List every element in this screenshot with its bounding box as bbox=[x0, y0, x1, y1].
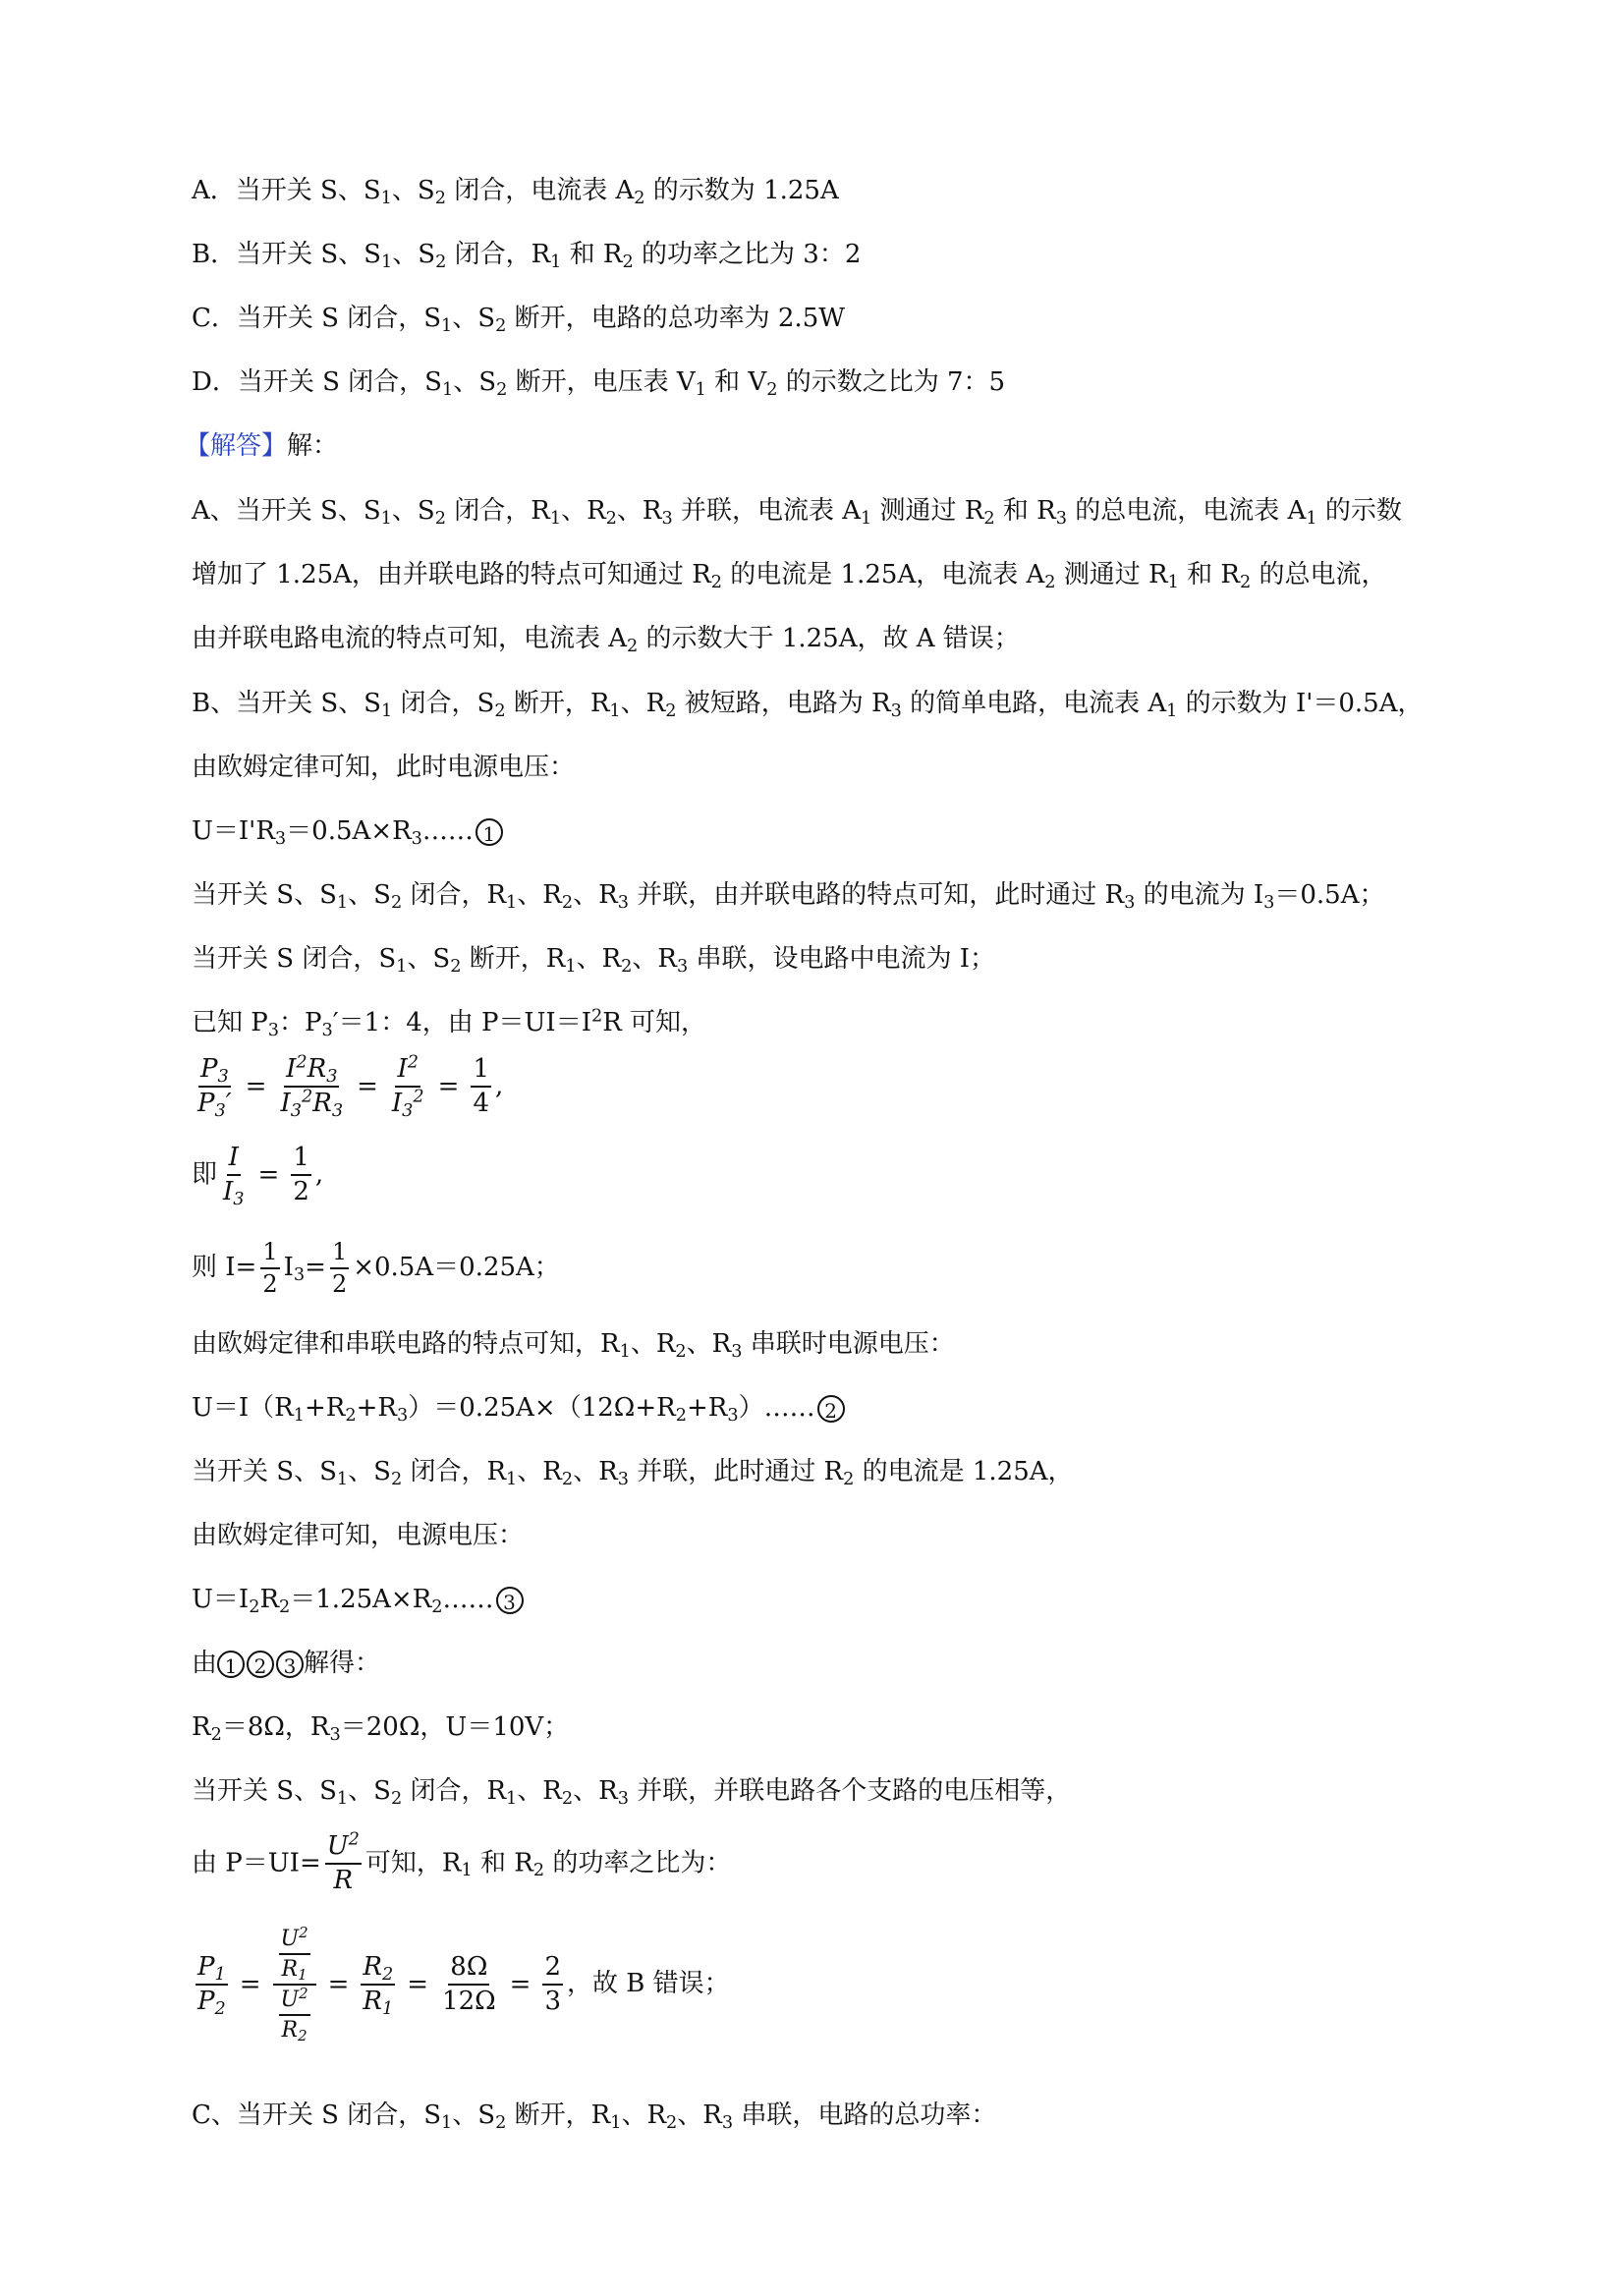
equation-3: $U=I_2R_2=1.25A\times R_2\dots\dots$ 3 bbox=[192, 1587, 524, 1614]
part-b-line-9: 当开关 S、$S_1$、$S_2$ 闭合，$R_1$、$R_2$、$R_3$ 并联，并联电路各个支路的电压相等， bbox=[192, 1776, 1072, 1809]
part-b-line-1: B、当开关 S、$S_1$ 闭合，$S_2$ 断开，$R_1$、$R_2$ 被短路，电路为 $R_3$ 的简单电路，电流表 $A_1$ 的示数为 I'＝0.5A， bbox=[192, 689, 1424, 721]
power-ratio-equation: $\frac{P_3}{P_3'}$ = $\frac{I^2R_3}{I_3^2R_3}$ = $\frac{I^2}{I_3^2}$ = $\frac{1}{4}$ , bbox=[197, 1052, 504, 1122]
option-c: C．当开关 S 闭合，$S_1$、$S_2$ 断开，电路的总功率为 2.5W bbox=[192, 304, 845, 336]
part-b-line-2: 由欧姆定律可知，此时电源电压： bbox=[192, 753, 576, 782]
answer-header-tail: 解： bbox=[287, 431, 339, 461]
answer-header-line bbox=[185, 433, 338, 459]
part-b-line-6: 由欧姆定律和串联电路的特点可知，$R_1$、$R_2$、$R_3$ 串联时电源电压： bbox=[192, 1329, 955, 1362]
power-ratio-result: $\frac{P_1}{P_2}$ = $\frac{\frac{U^2}{R_1}}{\frac{U^2}{R_2}}$ = $\frac{R_2}{R_1}$ = $\frac{8\Omega}{12\Omega}$ = $\frac{2}{3}$ ，故 B 错误； bbox=[197, 1923, 730, 2045]
current-value-equation: 则 I= $\frac{1}{2}$ $I_3=$ $\frac{1}{2}$ ×0.5A＝0.25A； bbox=[192, 1238, 560, 1299]
solve-line: 由 1 2 3 解得： bbox=[192, 1649, 381, 1678]
circled-3: 3 bbox=[496, 1587, 524, 1614]
part-a-line-1: A、当开关 S、$S_1$、$S_2$ 闭合，$R_1$、$R_2$、$R_3$ 并联，电流表 $A_1$ 测通过 $R_2$ 和 $R_3$ 的总电流，电流表 $A_1$ 的示数 bbox=[192, 496, 1402, 529]
circled-1: 1 bbox=[476, 818, 503, 846]
power-formula-line: 由 P＝UI= $\frac{U^2}{R}$ 可知，$R_1$ 和 $R_2$ 的功率之比为： bbox=[192, 1829, 732, 1896]
circled-2: 2 bbox=[817, 1395, 845, 1423]
equation-2: $U=I(R_1+R_2+R_3)=0.25A\times(12\Omega+R_2+R_3)\dots\dots$ 2 bbox=[192, 1395, 845, 1423]
part-b-line-5: 已知 $P_3$：$P_3'=1$：4，由 $P=UI=I^2R$ 可知， bbox=[192, 1006, 707, 1040]
part-a-line-3: 由并联电路电流的特点可知，电流表 $A_2$ 的示数大于 1.25A，故 A 错误； bbox=[192, 624, 1020, 656]
part-b-line-4: 当开关 S 闭合，$S_1$、$S_2$ 断开，$R_1$、$R_2$、$R_3$ 串联，设电路中电流为 I； bbox=[192, 944, 996, 977]
option-d: D．当开关 S 闭合，$S_1$、$S_2$ 断开，电压表 $V_1$ 和 $V_2$ 的示数之比为 7：5 bbox=[192, 367, 1006, 400]
part-c-line-1: C、当开关 S 闭合，$S_1$、$S_2$ 断开，$R_1$、$R_2$、$R_3$ 串联，电路的总功率： bbox=[192, 2100, 997, 2133]
option-b: B．当开关 S、$S_1$、$S_2$ 闭合，$R_1$ 和 $R_2$ 的功率之比为 3：2 bbox=[192, 240, 862, 272]
part-b-line-3: 当开关 S、$S_1$、$S_2$ 闭合，$R_1$、$R_2$、$R_3$ 并联，由并联电路的特点可知，此时通过 $R_3$ 的电流为 $I_3=0.5A$； bbox=[192, 880, 1385, 913]
current-ratio-equation: 即 $\frac{I}{I_3}$ = $\frac{1}{2}$ , bbox=[192, 1143, 324, 1210]
part-b-line-7: 当开关 S、$S_1$、$S_2$ 闭合，$R_1$、$R_2$、$R_3$ 并联，此时通过 $R_2$ 的电流是 1.25A， bbox=[192, 1457, 1074, 1489]
equation-1: $U=I'R_3=0.5A\times R_3\dots\dots$ 1 bbox=[192, 818, 503, 846]
part-b-line-8: 由欧姆定律可知，电源电压： bbox=[192, 1521, 525, 1550]
option-a: A．当开关 S、$S_1$、$S_2$ 闭合，电流表 $A_2$ 的示数为 1.25A bbox=[192, 176, 839, 208]
answer-header: 【解答】 bbox=[185, 431, 288, 461]
solution-values: $R_2=8\Omega$，$R_3=20\Omega$，U＝10V； bbox=[192, 1712, 570, 1745]
part-a-line-2: 增加了 1.25A，由并联电路的特点可知通过 $R_2$ 的电流是 1.25A，电流表 $A_2$ 测通过 $R_1$ 和 $R_2$ 的总电流， bbox=[192, 560, 1387, 592]
